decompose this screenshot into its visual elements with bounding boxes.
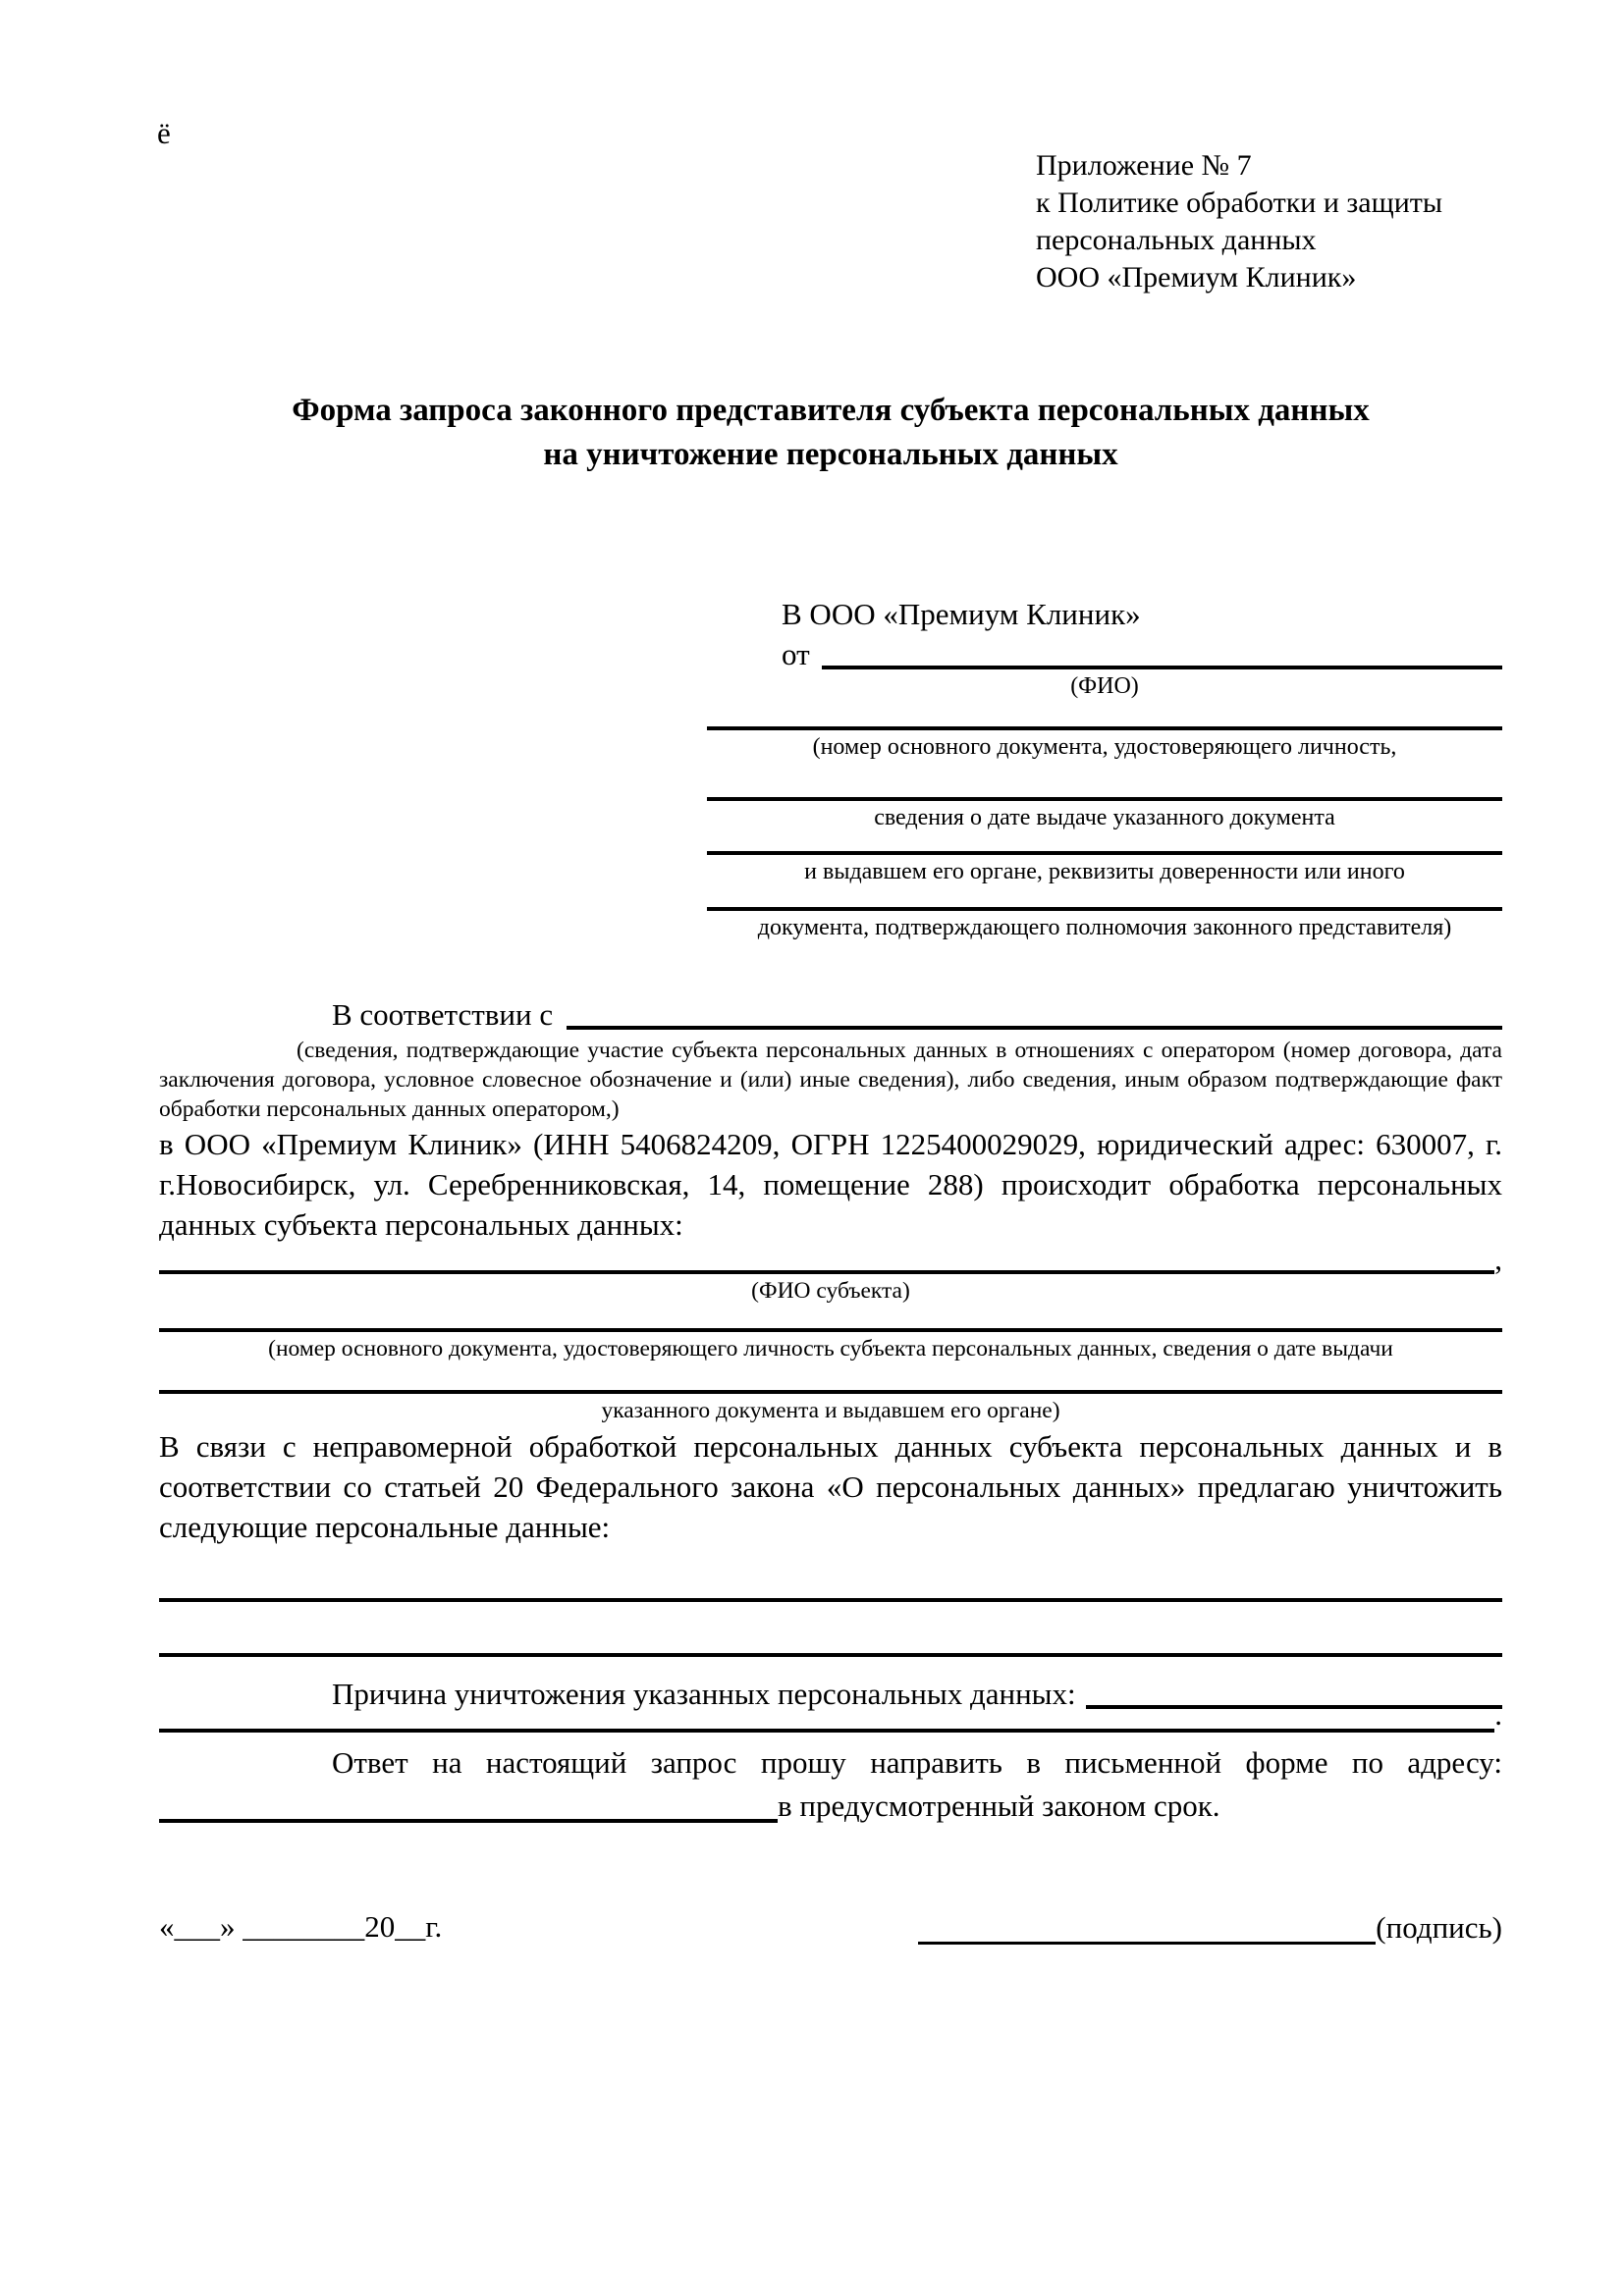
reason-row — [159, 1667, 1502, 1709]
signature-caption: (подпись) — [1376, 1909, 1502, 1945]
addressee-to: В ООО «Премиум Клиник» — [782, 597, 1141, 631]
form-title-line1: Форма запроса законного представителя субъекта персональных данных — [292, 393, 1370, 428]
subject-doc-input-line2[interactable] — [159, 1362, 1502, 1394]
issue-date-input-line[interactable] — [707, 761, 1502, 801]
operator-paragraph: в ООО «Премиум Клиник» (ИНН 5406824209, ОГРН 1225400029029, юридический адрес: 630007, г. г.Новосибирск, ул. Серебренниковская, 14, помещение 288) происходит обработка персональных данных субъекта персональных данных: — [159, 1127, 1502, 1242]
accordance-note: (сведения, подтверждающие участие субъекта персональных данных в отношениях с оператором (номер договора, дата заключения договора, условное словесное обозначение и (или) иные сведения), либо сведения, иным образом подтверждающие факт обработки персональных данных оператором,) — [159, 1038, 1502, 1122]
from-label: от — [782, 637, 810, 671]
date-field[interactable]: «___» ________20__г. — [159, 1909, 443, 1944]
trailing-comma: , — [1494, 1242, 1502, 1276]
address-input-line[interactable] — [159, 1783, 778, 1823]
signature-group — [918, 1911, 1502, 1945]
field-caption: сведения о дате выдаче указанного документа — [874, 805, 1335, 830]
appendix-block — [1036, 0, 1502, 296]
answer-paragraph: Ответ на настоящий запрос прошу направить в письменной форме по адресу: — [332, 1745, 1502, 1780]
data-to-destroy-input-line[interactable] — [159, 1565, 1502, 1602]
subject-fio-row — [159, 1242, 1502, 1276]
subject-doc-caption2: указанного документа и выдавшем его органе) — [601, 1398, 1060, 1423]
trailing-period: . — [1494, 1697, 1502, 1732]
accordance-row — [159, 990, 1502, 1030]
document-content — [159, 0, 1502, 1945]
addressee-block — [707, 595, 1502, 941]
from-row — [707, 634, 1502, 669]
reason-lead: Причина уничтожения указанных персональных данных: — [332, 1677, 1076, 1711]
signature-input-line[interactable] — [918, 1915, 1376, 1945]
field-caption: (номер основного документа, удостоверяющего личность, — [812, 734, 1397, 760]
form-title — [159, 389, 1502, 477]
footer-row — [159, 1909, 1502, 1945]
subject-fio-input-line[interactable] — [159, 1245, 1494, 1274]
destruction-paragraph: В связи с неправомерной обработкой персональных данных субъекта персональных данных и в соответствии со статьей 20 Федерального закона «О персональных данных» предлагаю уничтожить следующие персональные данные: — [159, 1429, 1502, 1544]
reason-continuation-line[interactable] — [159, 1709, 1494, 1733]
accordance-input-line[interactable] — [567, 990, 1502, 1030]
reason-continuation-row — [159, 1697, 1502, 1733]
authority-document-input-line[interactable] — [707, 885, 1502, 911]
field-caption: и выдавшем его органе, реквизиты доверенности или иного — [804, 859, 1405, 884]
fio-input-line[interactable] — [822, 634, 1502, 669]
issuing-authority-input-line[interactable] — [707, 831, 1502, 855]
data-to-destroy-input-line2[interactable] — [159, 1602, 1502, 1657]
answer-tail: в предусмотренный законом срок. — [778, 1788, 1220, 1823]
address-row — [159, 1783, 1502, 1823]
fio-caption: (ФИО) — [1070, 673, 1139, 699]
document-number-input-line[interactable] — [707, 700, 1502, 730]
stray-char: ё — [157, 116, 171, 150]
subject-doc-caption: (номер основного документа, удостоверяющего личность субъекта персональных данных, сведения о дате выдачи — [268, 1336, 1393, 1362]
appendix-line: к Политике обработки и защиты — [1036, 187, 1443, 219]
appendix-line: персональных данных — [1036, 224, 1317, 256]
form-title-line2: на уничтожение персональных данных — [543, 437, 1118, 472]
appendix-line: Приложение № 7 — [1036, 149, 1252, 182]
accordance-lead: В соответствии с — [332, 997, 554, 1032]
subject-doc-input-line[interactable] — [159, 1305, 1502, 1332]
reason-input-line[interactable] — [1086, 1667, 1502, 1709]
subject-fio-caption: (ФИО субъекта) — [751, 1278, 910, 1304]
field-caption: документа, подтверждающего полномочия законного представителя) — [757, 915, 1452, 940]
appendix-line: ООО «Премиум Клиник» — [1036, 261, 1357, 294]
